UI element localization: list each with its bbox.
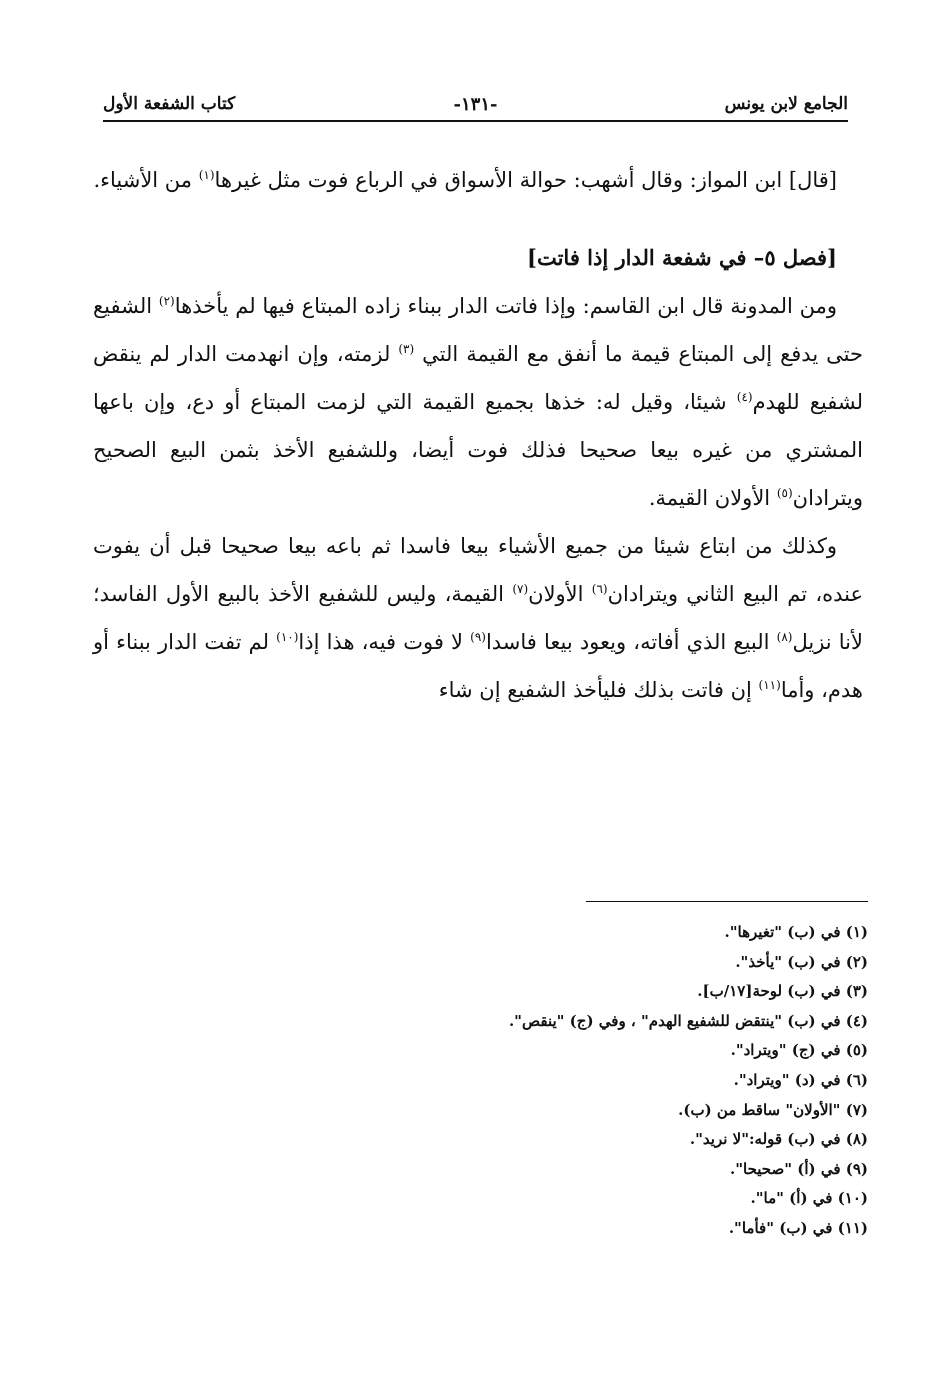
paragraph-3-text-c: القيمة، وليس للشفيع الأخذ بالبيع الأول الفاسد؛ لأنا نزيل [93,582,864,654]
paragraph-2-text-d: شيئا، وقيل له: خذها بجميع القيمة التي لزمت المبتاع أو دع، وإن باعها المشتري من غيره بيعا صحيحا فذلك فوت أيضا، وللشفيع الأخذ بثمن البيع الصحيح ويترادان [93,390,863,510]
section-title: [فصل ٥– في شفعة الدار إذا فاتت] [527,245,837,270]
header-book-title: الجامع لابن يونس [724,94,848,114]
footnote-ref-6: (٦) [591,582,608,596]
running-header [103,90,848,122]
footnote-5: (٥) في (ج) "ويتراد". [730,1041,868,1060]
footnote-2: (٢) في (ب) "يأخذ". [735,952,868,971]
paragraph-3-text-b: الأولان [528,582,592,606]
footnote-ref-11: (١١) [758,678,781,692]
footnote-ref-1: (١) [198,168,215,182]
paragraph-3-text-e: لا فوت فيه، هذا إذا [298,630,471,654]
footnote-7: (٧) "الأولان" ساقط من (ب). [678,1100,868,1119]
footnote-6: (٦) في (د) "ويتراد". [733,1070,868,1089]
footnote-ref-2: (٢) [158,294,175,308]
footnote-ref-5: (٥) [776,486,793,500]
paragraph-1-text-a: [قال] ابن المواز: وقال أشهب: حوالة الأسواق في الرباع فوت مثل غيرها [214,168,837,192]
footnotes [168,918,868,1244]
footnote-ref-7: (٧) [512,582,529,596]
paragraph-3-text-a: وكذلك من ابتاع شيئا من جميع الأشياء بيعا فاسدا ثم باعه بيعا صحيحا قبل أن يفوت عنده، تم البيع الثاني ويترادان [93,534,863,606]
header-chapter-title: كتاب الشفعة الأول [103,94,236,114]
paragraph-3-text-d: البيع الذي أفاته، ويعود بيعا فاسدا [485,630,777,654]
main-text [93,156,863,714]
footnote-9: (٩) في (أ) "صحيحا". [729,1159,868,1178]
paragraph-3 [93,522,863,714]
paragraph-2-text-c: لزمته، وإن انهدمت الدار لم ينقض لشفيع للهدم [93,342,863,414]
footnote-ref-3: (٣) [398,342,415,356]
paragraph-2-text-e: الأولان القيمة. [648,486,777,510]
footnote-8: (٨) في (ب) قوله:"لا نريد". [689,1130,868,1149]
paragraph-1 [93,156,863,204]
footnote-1: (١) في (ب) "تغيرها". [724,923,868,941]
footnote-10: (١٠) في (أ) "ما". [750,1189,868,1208]
page-number: -١٣١- [453,94,498,115]
paragraph-2-text-a: ومن المدونة قال ابن القاسم: وإذا فاتت الدار ببناء زاده المبتاع فيها لم يأخذها [174,294,838,318]
footnote-separator [586,901,868,902]
paragraph-1-text-b: من الأشياء. [93,168,199,192]
footnote-11: (١١) في (ب) "فأما". [728,1218,868,1237]
footnote-3: (٣) في (ب) لوحة[١٧/ب]. [697,982,868,1001]
footnote-ref-9: (٩) [470,630,486,644]
paragraph-2-text-b: الشفيع حتى يدفع إلى المبتاع قيمة ما أنفق مع القيمة التي [93,294,863,366]
paragraph-3-text-g: إن فاتت بذلك فليأخذ الشفيع إن شاء [438,678,759,702]
footnote-ref-10: (١٠) [276,630,299,644]
footnote-4: (٤) في (ب) "ينتقض للشفيع الهدم" ، وفي (ج) "ينقص". [508,1011,868,1030]
paragraph-3-text-f: لم تفت الدار ببناء أو هدم، وأما [93,630,863,702]
footnote-ref-8: (٨) [776,630,793,644]
paragraph-2 [93,282,863,522]
footnote-ref-4: (٤) [736,390,753,404]
